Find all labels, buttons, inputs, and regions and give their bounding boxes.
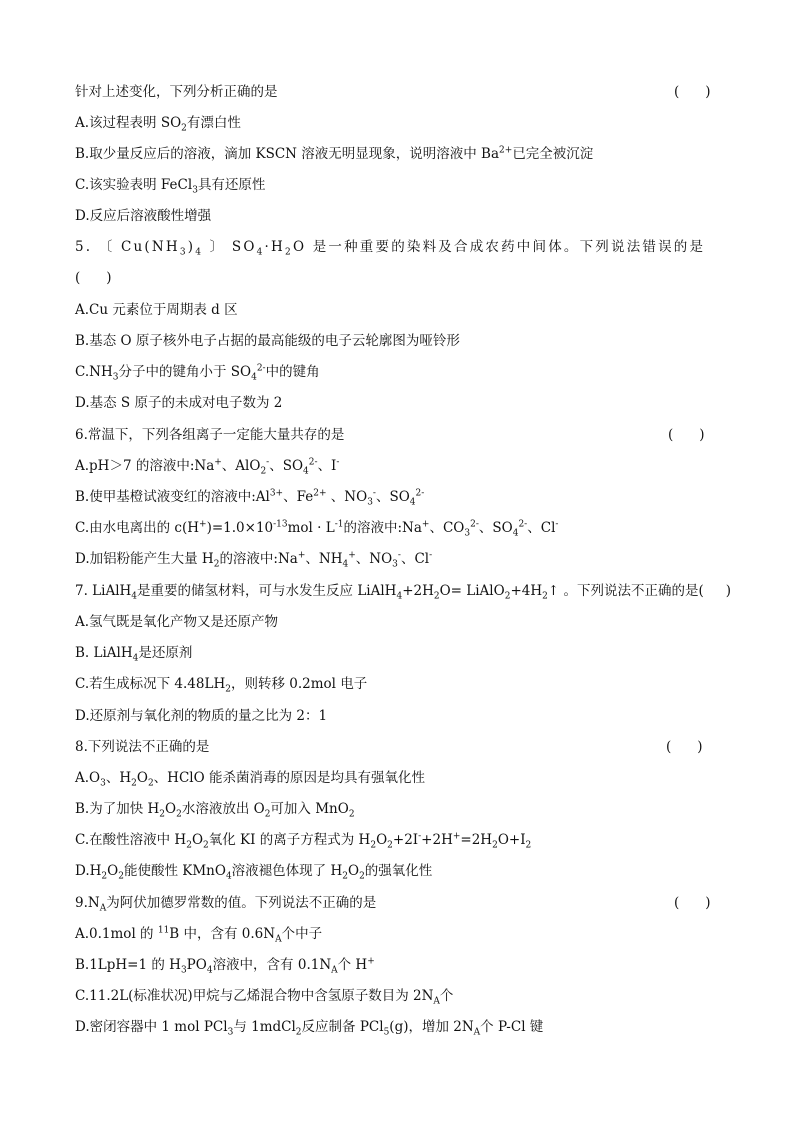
q8-stem: 8.下列说法不正确的是 ( ): [75, 737, 720, 757]
q5-option-b: B.基态 O 原子核外电子占据的最高能级的电子云轮廓图为哑铃形: [75, 333, 460, 349]
q5-stem: 5. 〔 $Cu(NH_3)_4$ 〕 $SO_4\cdot H_2O$ 是一种重要的染料及合成农药中间体。下列说法错误的是: [75, 239, 706, 258]
q7-option-c: C.若生成标况下 $4.48LH_2$，则转移 0.2mol 电子: [75, 676, 368, 695]
q8-option-b: B.为了加快 $H_2O_2$水溶液放出 $O_2$可加入 MnO$_2$: [75, 801, 355, 820]
q8-option-c: C.在酸性溶液中 $H_2O_2$氧化 KI 的离子方程式为 $H_2O_2+2I^-+2H^+=2H_2O+I_2$: [75, 831, 532, 851]
q5-option-a: A.Cu 元素位于周期表 d 区: [75, 302, 238, 318]
answer-bracket: ( ): [674, 895, 711, 911]
q9-stem: $9.N_A$为阿伏加德罗常数的值。下列说法不正确的是 ( ): [75, 893, 720, 913]
answer-bracket: ( ): [674, 84, 711, 100]
answer-bracket: ( ): [668, 427, 705, 443]
q6-option-a: A.pH＞7 的溶液中:Na+、AlO$_2$-、$SO_4^{2-}$、I-: [75, 457, 340, 477]
q4-option-c: C.该实验表明 FeCl$_3$具有还原性: [75, 177, 266, 196]
q5-option-c: $C.NH_3$分子中的键角小于 $SO_4^{2-}$中的键角: [75, 363, 320, 383]
q6-option-c: C.由水电离出的 $c(H^+)=1.0\times 10^{-13}mol \cdot L^{-1}$的溶液中:Na+、$CO_3^{2-}$、$SO_4^{2-}$、Cl-: [75, 519, 559, 539]
q4-option-b: B.取少量反应后的溶液，滴加 KSCN 溶液无明显现象，说明溶液中 $Ba^{2+}$已完全被沉淀: [75, 145, 594, 162]
q7-stem: 7. LiAlH$_4$是重要的储氢材料，可与水发生反应 $LiAlH_4+2H_2O=$ $LiAlO_2+4H_2↑$ 。下列说法不正确的是( ): [75, 583, 732, 602]
q6-option-d: D.加铝粉能产生大量 $H_2$的溶液中:Na+、$NH_4^+$、$NO_3^-$、Cl-: [75, 550, 433, 570]
q6-stem: 6.常温下，下列各组离子一定能大量共存的是 ( ): [75, 425, 720, 445]
q6-option-b: B.使甲基橙试液变红的溶液中$:Al^{3+}$、$Fe^{2+}$ 、$NO_3^-$、$SO_4^{2-}$: [75, 488, 425, 508]
q5-answer-bracket: ( ): [75, 270, 112, 286]
q4-stem: 针对上述变化，下列分析正确的是 ( ): [75, 82, 720, 102]
q7-option-a: A.氢气既是氧化产物又是还原产物: [75, 614, 279, 630]
q7-option-b: B. LiAlH$_4$是还原剂: [75, 645, 193, 664]
q9-option-d: D.密闭容器中 1 mol PCl$_3$与 1mdCl$_2$反应制备 PCl$_5$(g)，增加 $2N_A$个 P-Cl 键: [75, 1019, 544, 1038]
q5-option-d: D.基态 S 原子的未成对电子数为 2: [75, 395, 283, 411]
q4-option-a: A.该过程表明 $SO_2$有漂白性: [75, 115, 241, 134]
answer-bracket: ( ): [666, 739, 703, 755]
q7-option-d: D.还原剂与氧化剂的物质的量之比为 2：1: [75, 708, 328, 724]
q8-option-d: $D.H_2O_2$能使酸性 KMnO$_4$溶液褪色体现了 $H_2O_2$的强氧化性: [75, 863, 433, 882]
q9-option-a: A.0.1mol 的 $^{11}$B 中，含有 $0.6N_A$个中子: [75, 925, 323, 945]
q4-option-d: D.反应后溶液酸性增强: [75, 208, 212, 224]
q9-option-b: B.1LpH=1 的 $H_3PO_4$溶液中，含有 $0.1N_A$个 H+: [75, 956, 375, 976]
q9-option-c: C.11.2L(标准状况)甲烷与乙烯混合物中含氢原子数目为 $2N_A$个: [75, 988, 454, 1007]
q8-option-a: $A.O_3$、$H_2O_2$、HClO 能杀菌消毒的原因是均具有强氧化性: [75, 770, 425, 789]
